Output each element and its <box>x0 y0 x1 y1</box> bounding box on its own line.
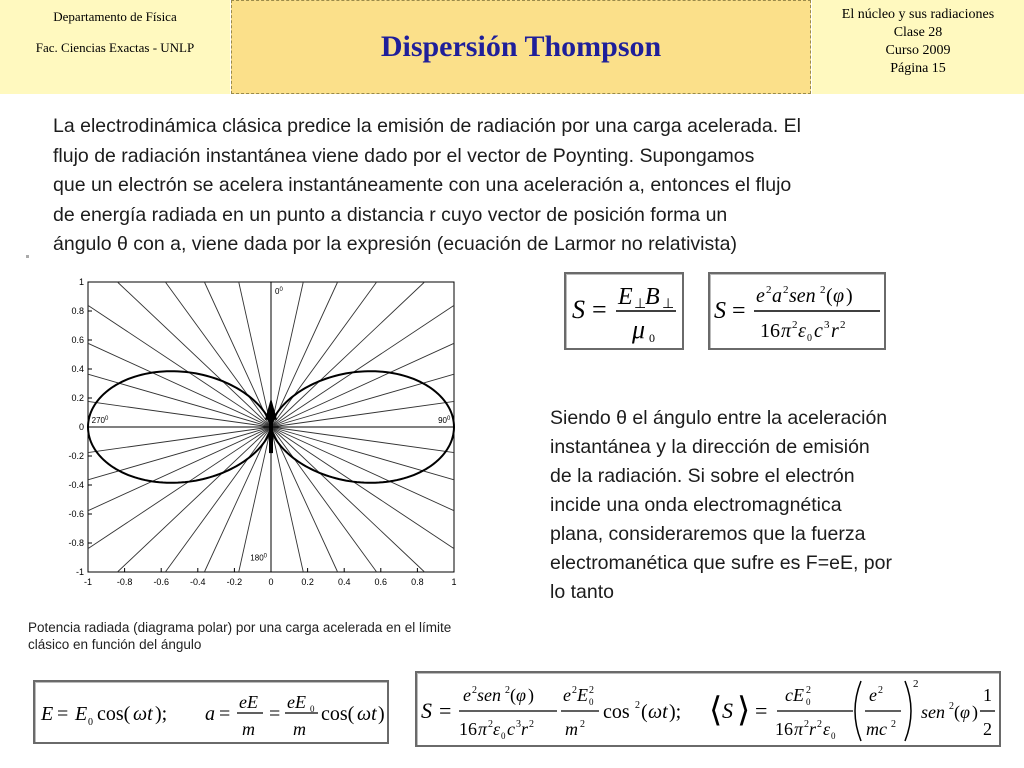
svg-text:S: S <box>421 698 432 723</box>
caption-line: clásico en función del ángulo <box>28 637 202 652</box>
svg-text:e: e <box>463 685 471 705</box>
svg-text:): ) <box>972 702 978 722</box>
svg-text:0: 0 <box>806 697 811 707</box>
x-tick-label: 0.2 <box>301 577 314 587</box>
side-line: instantánea y la dirección de emisión <box>550 436 870 458</box>
course-topic: El núcleo y sus radiaciones <box>841 7 995 22</box>
svg-text:2: 2 <box>505 685 510 696</box>
polar-plot <box>40 268 480 608</box>
y-tick-label: -0.6 <box>68 509 84 519</box>
svg-text:): ) <box>846 285 853 307</box>
poynting-equation <box>564 272 684 350</box>
svg-text:2: 2 <box>572 685 577 696</box>
angle-label-bottom: $180^0$ <box>250 553 267 563</box>
x-tick-label: 1 <box>451 577 457 587</box>
svg-text:=: = <box>755 698 768 723</box>
average-flux-equation <box>415 671 1001 747</box>
svg-text:0: 0 <box>649 331 655 345</box>
svg-text:2: 2 <box>983 719 992 739</box>
x-tick-label: 0 <box>268 577 274 587</box>
svg-text:0: 0 <box>310 704 315 714</box>
svg-text:c: c <box>507 719 515 739</box>
angle-label-left: $270^0$ <box>91 416 109 425</box>
intro-paragraph <box>53 112 973 260</box>
faculty-label: Fac. Ciencias Exactas - UNLP <box>35 40 195 55</box>
x-tick-label: -0.4 <box>190 577 206 587</box>
stray-mark <box>26 255 29 258</box>
svg-text:a: a <box>772 285 782 307</box>
svg-text:r: r <box>831 320 839 342</box>
svg-text:cE: cE <box>785 685 804 705</box>
svg-text:0: 0 <box>88 717 93 728</box>
svg-text:cos(: cos( <box>321 703 355 725</box>
svg-text:S: S <box>714 298 726 324</box>
intro-line: flujo de radiación instantánea viene dado por el vector de Poynting. Supongamos <box>53 144 755 167</box>
svg-text:e: e <box>563 685 571 705</box>
svg-text:2: 2 <box>891 719 896 730</box>
x-tick-label: -0.8 <box>116 577 133 587</box>
svg-text:=: = <box>57 703 69 725</box>
svg-text:B: B <box>645 284 660 310</box>
y-tick-label: 1 <box>78 277 84 287</box>
svg-text:π: π <box>478 719 488 739</box>
svg-text:π: π <box>781 320 792 342</box>
svg-text:E: E <box>41 703 54 725</box>
svg-text:2: 2 <box>589 685 594 696</box>
larmor-formula <box>710 274 884 348</box>
average-flux-formula <box>417 673 999 745</box>
svg-text:2: 2 <box>840 319 846 331</box>
svg-text:ωt: ωt <box>357 703 377 725</box>
angle-label-top: $0^0$ <box>275 287 283 296</box>
caption-line: Potencia radiada (diagrama polar) por una carga acelerada en el límite <box>28 620 452 635</box>
field-equation <box>33 680 389 744</box>
y-tick-label: -0.8 <box>68 538 84 548</box>
svg-text:=: = <box>219 703 231 725</box>
x-tick-label: -0.2 <box>226 577 243 587</box>
x-tick-label: 0.6 <box>374 577 388 587</box>
x-tick-label: -0.6 <box>153 577 169 587</box>
svg-text:): ) <box>378 703 385 725</box>
svg-text:);: ); <box>669 701 682 723</box>
field-formula <box>35 682 387 742</box>
svg-text:E: E <box>577 685 588 705</box>
svg-text:e: e <box>869 685 877 705</box>
svg-text:(: ( <box>954 702 960 722</box>
intro-line: ángulo θ con a, viene dada por la expresión (ecuación de Larmor no relativista) <box>53 233 737 255</box>
svg-text:): ) <box>528 685 534 705</box>
svg-text:ωt: ωt <box>133 703 153 725</box>
svg-text:16: 16 <box>760 320 780 342</box>
svg-text:sen: sen <box>477 685 501 705</box>
svg-text:⟩: ⟩ <box>737 692 751 729</box>
svg-text:ωt: ωt <box>648 701 668 723</box>
svg-text:2: 2 <box>817 719 822 730</box>
svg-text:2: 2 <box>806 685 811 696</box>
svg-text:ε: ε <box>823 719 831 739</box>
svg-text:2: 2 <box>472 685 477 696</box>
svg-text:S: S <box>722 698 733 723</box>
svg-text:ε: ε <box>798 320 806 342</box>
header-right <box>812 0 1024 94</box>
y-tick-label: -1 <box>75 567 84 577</box>
header-left <box>0 0 230 94</box>
svg-text:3: 3 <box>824 319 830 331</box>
side-line: lo tanto <box>550 581 614 603</box>
svg-text:ε: ε <box>493 719 501 739</box>
svg-text:3: 3 <box>516 719 521 730</box>
svg-text:E: E <box>618 284 633 310</box>
svg-text:0: 0 <box>831 731 836 741</box>
angle-label-right: $90^0$ <box>438 416 451 425</box>
side-line: de la radiación. Si sobre el electrón <box>550 465 855 487</box>
intro-line: que un electrón se acelera instantáneamente con una aceleración a, entonces el flujo <box>53 174 792 196</box>
course-year: Curso 2009 <box>885 43 951 58</box>
svg-text:2: 2 <box>580 719 585 730</box>
svg-text:r: r <box>809 719 817 739</box>
svg-text:2: 2 <box>529 719 534 730</box>
side-line: Siendo θ el ángulo entre la aceleración <box>550 407 888 429</box>
svg-text:E: E <box>75 703 88 725</box>
svg-text:=: = <box>439 698 452 723</box>
svg-text:=: = <box>269 703 281 725</box>
svg-text:0: 0 <box>501 731 506 741</box>
svg-text:2: 2 <box>820 284 826 296</box>
svg-text:2: 2 <box>804 719 809 730</box>
svg-text:⊥: ⊥ <box>634 297 647 312</box>
svg-text:mc: mc <box>866 719 887 739</box>
svg-text:2: 2 <box>949 701 954 712</box>
svg-text:2: 2 <box>913 678 919 690</box>
svg-text:1: 1 <box>983 685 992 705</box>
svg-text:16: 16 <box>775 719 793 739</box>
header-title-box <box>231 0 811 94</box>
svg-text:φ: φ <box>516 685 526 705</box>
side-line: electromanética que sufre es F=eE, por <box>550 552 892 574</box>
svg-text:=: = <box>732 298 746 324</box>
svg-text:r: r <box>521 719 529 739</box>
svg-text:=: = <box>592 295 607 324</box>
page-number: Página 15 <box>890 61 946 76</box>
svg-text:φ: φ <box>960 702 970 722</box>
svg-text:eE: eE <box>287 692 306 712</box>
y-tick-label: -0.2 <box>68 451 84 461</box>
svg-text:⟨: ⟨ <box>709 692 723 729</box>
svg-text:(: ( <box>510 685 516 705</box>
svg-text:a: a <box>205 703 215 725</box>
intro-line: La electrodinámica clásica predice la emisión de radiación por una carga acelerada. El <box>53 115 801 137</box>
y-tick-label: 0.8 <box>71 306 84 316</box>
poynting-formula <box>566 274 682 348</box>
svg-text:16: 16 <box>459 719 477 739</box>
svg-text:cos(: cos( <box>97 703 131 725</box>
svg-text:m: m <box>293 719 306 739</box>
svg-text:2: 2 <box>488 719 493 730</box>
y-tick-label: 0.4 <box>71 364 84 374</box>
svg-text:0: 0 <box>589 697 594 707</box>
polar-plot-svg <box>40 268 480 608</box>
svg-text:⊥: ⊥ <box>662 297 675 312</box>
svg-text:(: ( <box>826 285 833 307</box>
svg-text:m: m <box>242 719 255 739</box>
x-tick-label: 0.8 <box>411 577 424 587</box>
slide-title: Dispersión Thompson <box>380 30 662 63</box>
side-paragraph <box>550 404 980 607</box>
svg-text:sen: sen <box>789 285 816 307</box>
intro-line: de energía radiada en un punto a distancia r cuyo vector de posición forma un <box>53 203 728 226</box>
svg-text:0: 0 <box>807 333 812 344</box>
department-label: Departamento de Física <box>53 9 177 24</box>
larmor-equation <box>708 272 886 350</box>
side-line: plana, consideraremos que la fuerza <box>550 523 866 545</box>
y-tick-label: 0.2 <box>71 393 84 403</box>
svg-text:2: 2 <box>766 284 772 296</box>
y-tick-label: 0.6 <box>71 335 84 345</box>
x-tick-label: 0.4 <box>337 577 351 587</box>
x-tick-label: -1 <box>83 577 93 587</box>
svg-text:cos: cos <box>603 701 630 723</box>
svg-text:eE: eE <box>239 692 258 712</box>
svg-text:2: 2 <box>635 700 640 711</box>
svg-text:sen: sen <box>921 702 945 722</box>
svg-text:c: c <box>814 320 823 342</box>
class-number: Clase 28 <box>893 25 943 40</box>
svg-text:);: ); <box>155 703 168 725</box>
svg-text:φ: φ <box>833 285 845 307</box>
y-tick-label: -0.4 <box>68 480 84 490</box>
svg-text:2: 2 <box>878 685 883 696</box>
svg-text:π: π <box>794 719 804 739</box>
svg-text:S: S <box>572 295 585 324</box>
svg-text:2: 2 <box>792 319 798 331</box>
svg-text:m: m <box>565 719 578 739</box>
y-tick-label: 0 <box>78 422 84 432</box>
svg-text:μ: μ <box>632 315 646 344</box>
svg-text:2: 2 <box>783 284 789 296</box>
svg-text:(: ( <box>641 701 648 723</box>
figure-caption <box>28 619 508 653</box>
side-line: incide una onda electromagnética <box>550 494 842 516</box>
svg-text:e: e <box>756 285 765 307</box>
